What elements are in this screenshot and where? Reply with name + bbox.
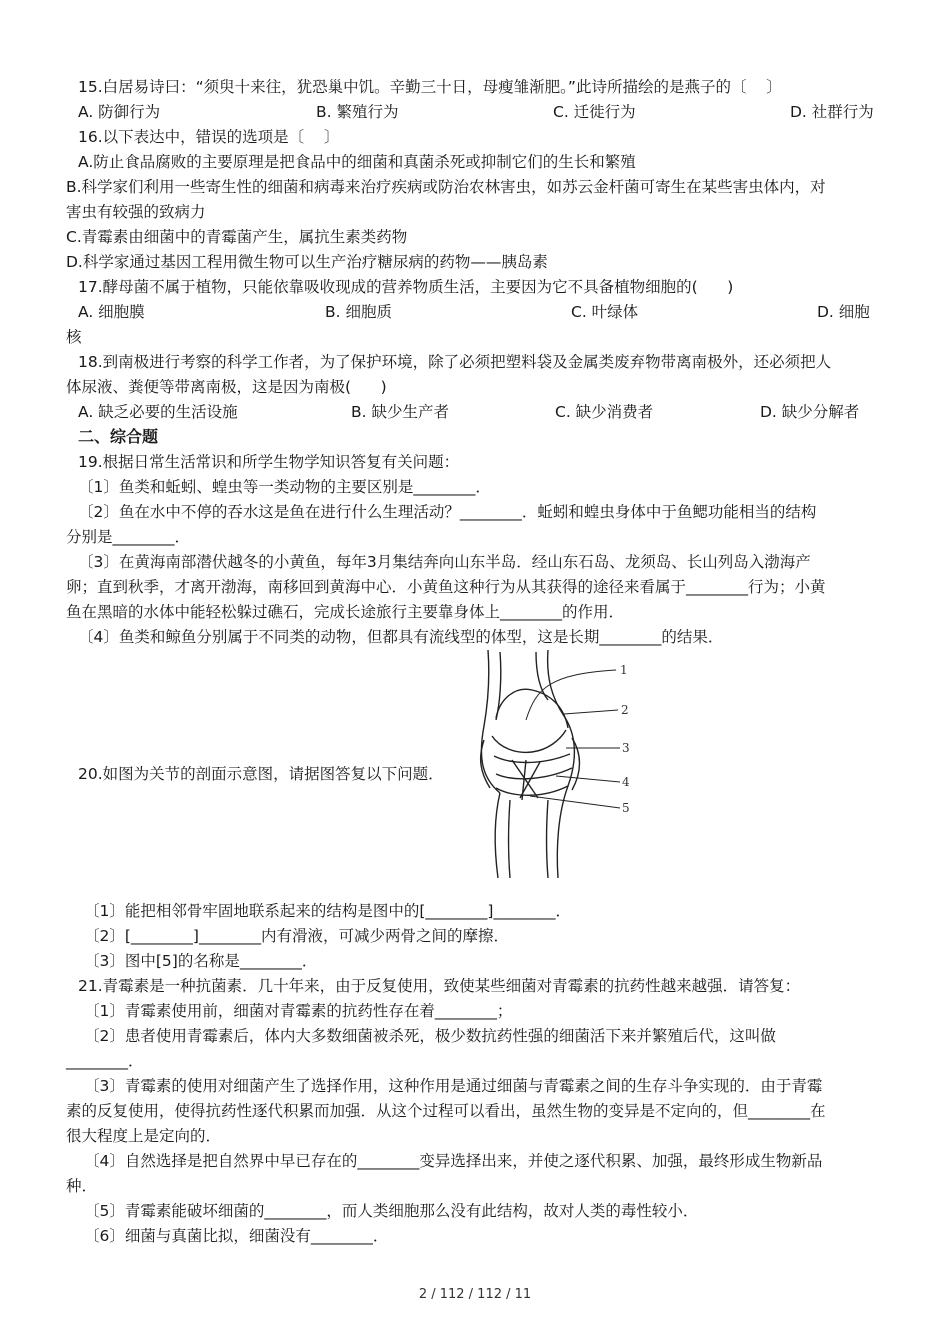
upper-bone-outline-right [548, 650, 575, 786]
q19-part3-line3: 鱼在黑暗的水体中能轻松躲过礁石，完成长途旅行主要靠身体上________的作用． [66, 603, 625, 621]
upper-bone-cartilage [492, 730, 566, 752]
q19-stem: 19.根据日常生活常识和所学生物学知识答复有关问题： [78, 453, 460, 471]
q21-part3-line1: 〔3〕青霉素的使用对细菌产生了选择作用，这种作用是通过细菌与青霉素之间的生存斗争实现的．由于青霉 [84, 1077, 823, 1095]
q17-option-c: C. 叶绿体 [571, 303, 639, 321]
q18-stem-line1: 18.到南极进行考察的科学工作者，为了保护环境，除了必须把塑料袋及金属类废弃物带离南极外，还必须把人 [78, 353, 832, 371]
q16-stem: 16.以下表达中，错误的选项是〔 〕 [78, 128, 340, 146]
leader-line-5 [530, 796, 620, 808]
q17-option-b: B. 细胞质 [325, 303, 392, 321]
q21-part1: 〔1〕青霉素使用前，细菌对青霉素的抗药性存在着________； [84, 1002, 513, 1020]
q20-part1: 〔1〕能把相邻骨牢固地联系起来的结构是图中的[________]________． [84, 902, 571, 920]
q17-option-a: A. 细胞膜 [78, 303, 145, 321]
section-heading: 二、综合题 [78, 427, 159, 446]
q19-part2-line1: 〔2〕鱼在水中不停的吞水这是鱼在进行什么生理活动？________．蚯蚓和蝗虫身体中于鱼鳃功能相当的结构 [78, 503, 817, 521]
leader-line-1 [526, 670, 616, 720]
label-5: 5 [622, 801, 630, 815]
leader-line-4 [556, 776, 620, 782]
q21-part4-line2: 种． [66, 1177, 98, 1195]
q20-part2: 〔2〕[________]________内有滑液，可减少两骨之间的摩擦． [84, 927, 509, 945]
upper-bone-inner [496, 652, 501, 720]
q16-option-d: D.科学家通过基因工程用微生物可以生产治疗糖尿病的药物——胰岛素 [66, 253, 548, 271]
q21-stem: 21.青霉素是一种抗菌素．几十年来，由于反复使用，致使某些细菌对青霉素的抗药性越来越强．请答复： [78, 977, 801, 995]
q18-option-a: A. 缺乏必要的生活设施 [78, 403, 238, 421]
q19-part3-line1: 〔3〕在黄海南部潜伏越冬的小黄鱼，每年3月集结奔向山东半岛．经山东石岛、龙须岛、长山列岛入渤海产 [78, 553, 811, 571]
q21-part2-line1: 〔2〕患者使用青霉素后，体内大多数细菌被杀死，极少数抗药性强的细菌活下来并繁殖后代，这叫做 [84, 1027, 776, 1045]
q16-option-b-line2: 害虫有较强的致病力 [66, 203, 206, 221]
q17-option-d: D. 细胞 [817, 303, 870, 321]
q20-stem: 20.如图为关节的剖面示意图，请据图答复以下问题． [78, 765, 444, 783]
joint-cavity-top [494, 754, 570, 763]
q16-option-c: C.青霉素由细菌中的青霉菌产生，属抗生素类药物 [66, 228, 408, 246]
joint-diagram-svg [460, 648, 640, 880]
label-1: 1 [620, 663, 628, 677]
q18-option-b: B. 缺少生产者 [351, 403, 449, 421]
joint-diagram [460, 648, 640, 880]
lower-bone-inner-left [509, 800, 511, 878]
q19-part4: 〔4〕鱼类和鲸鱼分别属于不同类的动物，但都具有流线型的体型，这是长期________的结果． [78, 628, 724, 646]
q16-option-a: A.防止食品腐败的主要原理是把食品中的细菌和真菌杀死或抑制它们的生长和繁殖 [78, 153, 636, 171]
page-footer: 2 / 112 / 112 / 11 [418, 1287, 532, 1302]
ligament-lines-c [520, 762, 540, 798]
upper-bone-outline [481, 650, 500, 793]
lower-bone-left [495, 793, 500, 878]
q20-part3: 〔3〕图中[5]的名称是________． [84, 952, 318, 970]
q21-part4-line1: 〔4〕自然选择是把自然界中早已存在的________变异选择出来，并使之逐代积累、加强，最终形成生物新品 [84, 1152, 823, 1170]
label-3: 3 [622, 741, 630, 755]
q18-stem-line2: 体尿液、粪便等带离南极，这是因为南极( ) [66, 378, 387, 396]
q19-part3-line2: 卵；直到秋季，才离开渤海，南移回到黄海中心．小黄鱼这种行为从其获得的途径来看属于________行为；小黄 [66, 578, 826, 596]
lower-bone-inner-right [547, 800, 549, 878]
q18-option-d: D. 缺少分解者 [760, 403, 860, 421]
q18-option-c: C. 缺少消费者 [555, 403, 654, 421]
q16-option-b-line1: B.科学家们利用一些寄生性的细菌和病毒来治疗疾病或防治农林害虫，如苏云金杆菌可寄生在某些害虫体内，对 [66, 178, 826, 196]
q15-option-c: C. 迁徙行为 [553, 103, 636, 121]
q21-part5: 〔5〕青霉素能破坏细菌的________，而人类细胞那么没有此结构，故对人类的毒性较小． [84, 1202, 699, 1220]
q21-part3-line2: 素的反复使用，使得抗药性逐代积累而加强．从这个过程可以看出，虽然生物的变异是不定向的，但________在 [66, 1102, 826, 1120]
q21-part3-line3: 很大程度上是定向的． [66, 1127, 222, 1145]
q21-part6: 〔6〕细菌与真菌比拟，细菌没有________． [84, 1227, 389, 1245]
q17-option-d-wrap: 核 [66, 328, 82, 346]
q15-stem: 15.白居易诗曰：“须臾十来往，犹恐巢中饥。辛勤三十日，母瘦雏渐肥。”此诗所描绘的是燕子的〔 〕 [78, 78, 782, 96]
q19-part2-line2: 分别是________． [66, 528, 191, 546]
q17-stem: 17.酵母菌不属于植物，只能依靠吸收现成的营养物质生活，主要因为它不具备植物细胞的( ) [78, 278, 734, 296]
q15-option-b: B. 繁殖行为 [316, 103, 399, 121]
lower-bone-head [496, 786, 568, 795]
label-4: 4 [622, 775, 630, 789]
upper-bone-head [496, 689, 568, 728]
label-2: 2 [621, 703, 629, 717]
q19-part1: 〔1〕鱼类和蚯蚓、蝗虫等一类动物的主要区别是________． [78, 478, 491, 496]
leader-line-2 [564, 710, 618, 714]
q21-part2-line2: ________． [66, 1052, 144, 1070]
q15-option-d: D. 社群行为 [790, 103, 874, 121]
q15-option-a: A. 防御行为 [78, 103, 161, 121]
